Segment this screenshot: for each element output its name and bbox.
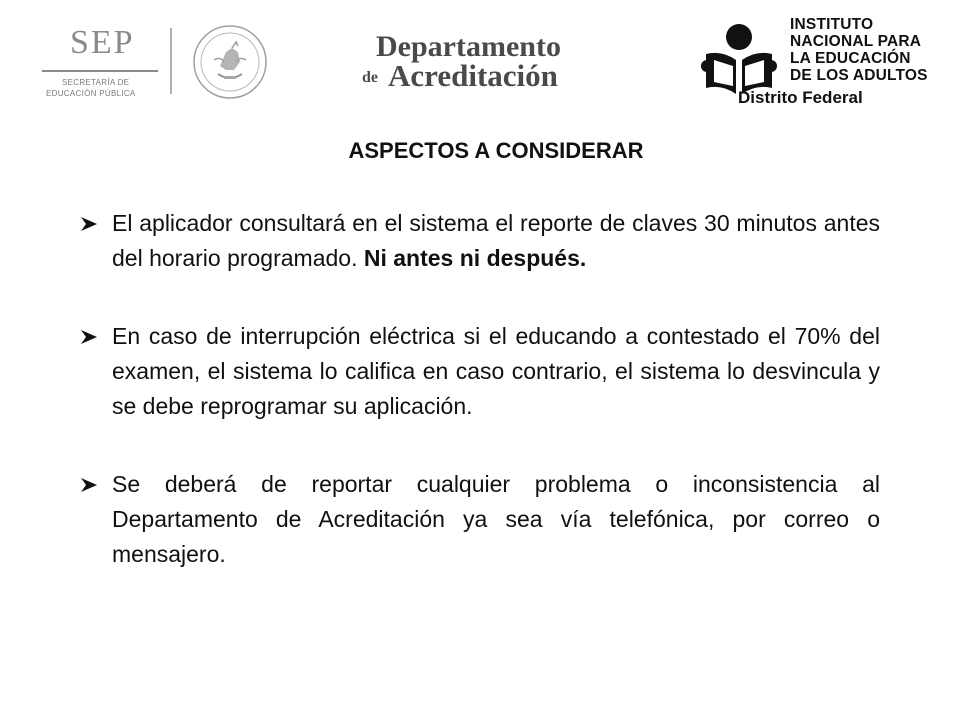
mexican-coat-of-arms-icon <box>190 22 270 102</box>
list-item <box>80 319 880 424</box>
sep-wordmark <box>40 22 160 102</box>
considerations-list <box>80 206 880 615</box>
bullet-text: Se deberá de reportar cualquier problema o inconsistencia al Departamento de Acreditación ya sea vía telefónica, por correo o mensajero. <box>112 471 880 567</box>
sep-underline <box>42 70 158 72</box>
inea-name <box>790 16 928 84</box>
inea-logo <box>700 14 940 110</box>
arrowhead-bullet-icon <box>80 329 98 345</box>
arrowhead-bullet-icon <box>80 477 98 493</box>
inea-line-4: DE LOS ADULTOS <box>790 67 928 84</box>
inea-line-1: INSTITUTO <box>790 16 874 33</box>
inea-district: Distrito Federal <box>738 88 863 107</box>
sep-divider <box>170 28 172 94</box>
depto-logo-line1: Departamento <box>376 30 561 63</box>
list-item <box>80 206 880 276</box>
inea-line-2: NACIONAL PARA <box>790 33 922 50</box>
depto-logo-de: de <box>362 69 378 86</box>
list-item <box>80 467 880 572</box>
arrowhead-bullet-icon <box>80 216 98 232</box>
sep-logo <box>40 22 300 102</box>
page-title: ASPECTOS A CONSIDERAR <box>348 138 644 163</box>
inea-line-3: LA EDUCACIÓN <box>790 50 911 67</box>
departamento-acreditacion-logo <box>360 26 600 98</box>
bullet-text: El aplicador consultará en el sistema el reporte de claves 30 minutos antes del horario programado. <box>112 210 880 271</box>
sep-subtitle-2: EDUCACIÓN PÚBLICA <box>46 89 136 98</box>
sep-subtitle-1: SECRETARÍA DE <box>62 78 130 87</box>
sep-word: SEP <box>70 24 135 61</box>
bullet-bold-text: Ni antes ni después. <box>363 245 587 271</box>
depto-logo-line2: Acreditación <box>388 58 558 93</box>
bullet-text: En caso de interrupción eléctrica si el educando a contestado el 70% del examen, el sistema lo califica en caso contrario, el sistema lo desvincula y se debe reprogramar su aplicación. <box>112 323 880 419</box>
